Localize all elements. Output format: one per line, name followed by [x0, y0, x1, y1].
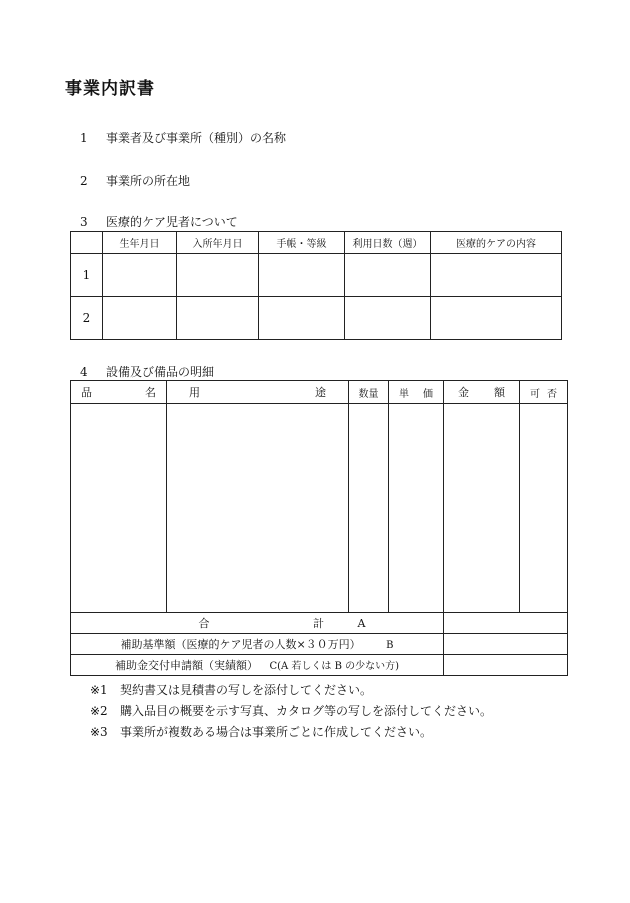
note-text: 契約書又は見積書の写しを添付してください。 — [120, 683, 373, 697]
usage-days-cell[interactable] — [345, 254, 431, 297]
total-row — [71, 613, 568, 634]
amount-cell[interactable] — [444, 404, 520, 613]
header-purpose: 用 途 — [167, 381, 349, 404]
header-unit-price: 単 価 — [389, 381, 444, 404]
note-text: 購入品目の概要を示す写真、カタログ等の写しを添付してください。 — [120, 704, 493, 718]
care-content-cell[interactable] — [431, 297, 562, 340]
section-4 — [80, 363, 214, 380]
item-name-cell[interactable] — [71, 404, 167, 613]
table-row — [71, 404, 568, 613]
header-usage-days: 利用日数（週） — [345, 232, 431, 254]
note-2 — [90, 702, 492, 719]
note-mark: ※2 — [90, 704, 108, 718]
birthdate-cell[interactable] — [103, 297, 177, 340]
header-care-content: 医療的ケアの内容 — [431, 232, 562, 254]
section-label: 医療的ケア児者について — [106, 215, 238, 229]
table-header-row — [71, 381, 568, 404]
table-header-row — [71, 232, 562, 254]
section-1 — [80, 129, 286, 146]
note-3 — [90, 723, 432, 740]
application-amount-label: 補助金交付申請額（実績額） C(A 若しくは B の少ない方) — [71, 655, 444, 676]
header-cell — [71, 232, 103, 254]
header-admission-date: 入所年月日 — [177, 232, 259, 254]
header-approval: 可 否 — [520, 381, 568, 404]
care-content-cell[interactable] — [431, 254, 562, 297]
total-label: 合 計 A — [71, 613, 444, 634]
usage-days-cell[interactable] — [345, 297, 431, 340]
admission-date-cell[interactable] — [177, 297, 259, 340]
purpose-cell[interactable] — [167, 404, 349, 613]
handbook-grade-cell[interactable] — [259, 254, 345, 297]
equipment-table — [70, 380, 568, 676]
row-number: 1 — [71, 254, 103, 297]
unit-price-cell[interactable] — [389, 404, 444, 613]
page-title: 事業内訳書 — [65, 79, 155, 99]
section-label: 事業者及び事業所（種別）の名称 — [106, 131, 287, 145]
section-label: 設備及び備品の明細 — [106, 365, 215, 379]
header-quantity: 数量 — [349, 381, 389, 404]
header-item-name: 品 名 — [71, 381, 167, 404]
row-number: 2 — [71, 297, 103, 340]
section-label: 事業所の所在地 — [106, 174, 191, 188]
section-2 — [80, 172, 190, 189]
section-number: 2 — [80, 174, 88, 188]
note-text: 事業所が複数ある場合は事業所ごとに作成してください。 — [120, 725, 433, 739]
header-birthdate: 生年月日 — [103, 232, 177, 254]
section-3 — [80, 213, 238, 230]
standard-amount-row — [71, 634, 568, 655]
quantity-cell[interactable] — [349, 404, 389, 613]
standard-amount-cell[interactable] — [444, 634, 568, 655]
table-row — [71, 254, 562, 297]
note-mark: ※3 — [90, 725, 108, 739]
approval-cell[interactable] — [520, 404, 568, 613]
admission-date-cell[interactable] — [177, 254, 259, 297]
note-mark: ※1 — [90, 683, 108, 697]
birthdate-cell[interactable] — [103, 254, 177, 297]
table-row — [71, 297, 562, 340]
application-amount-row — [71, 655, 568, 676]
note-1 — [90, 681, 372, 698]
total-value-cell[interactable] — [444, 613, 568, 634]
application-amount-cell[interactable] — [444, 655, 568, 676]
header-handbook-grade: 手帳・等級 — [259, 232, 345, 254]
section-number: 1 — [80, 131, 88, 145]
standard-amount-label: 補助基準額（医療的ケア児者の人数×３０万円） B — [71, 634, 444, 655]
section-number: 4 — [80, 365, 88, 379]
header-amount: 金 額 — [444, 381, 520, 404]
section-number: 3 — [80, 215, 88, 229]
care-recipient-table — [70, 231, 562, 340]
handbook-grade-cell[interactable] — [259, 297, 345, 340]
